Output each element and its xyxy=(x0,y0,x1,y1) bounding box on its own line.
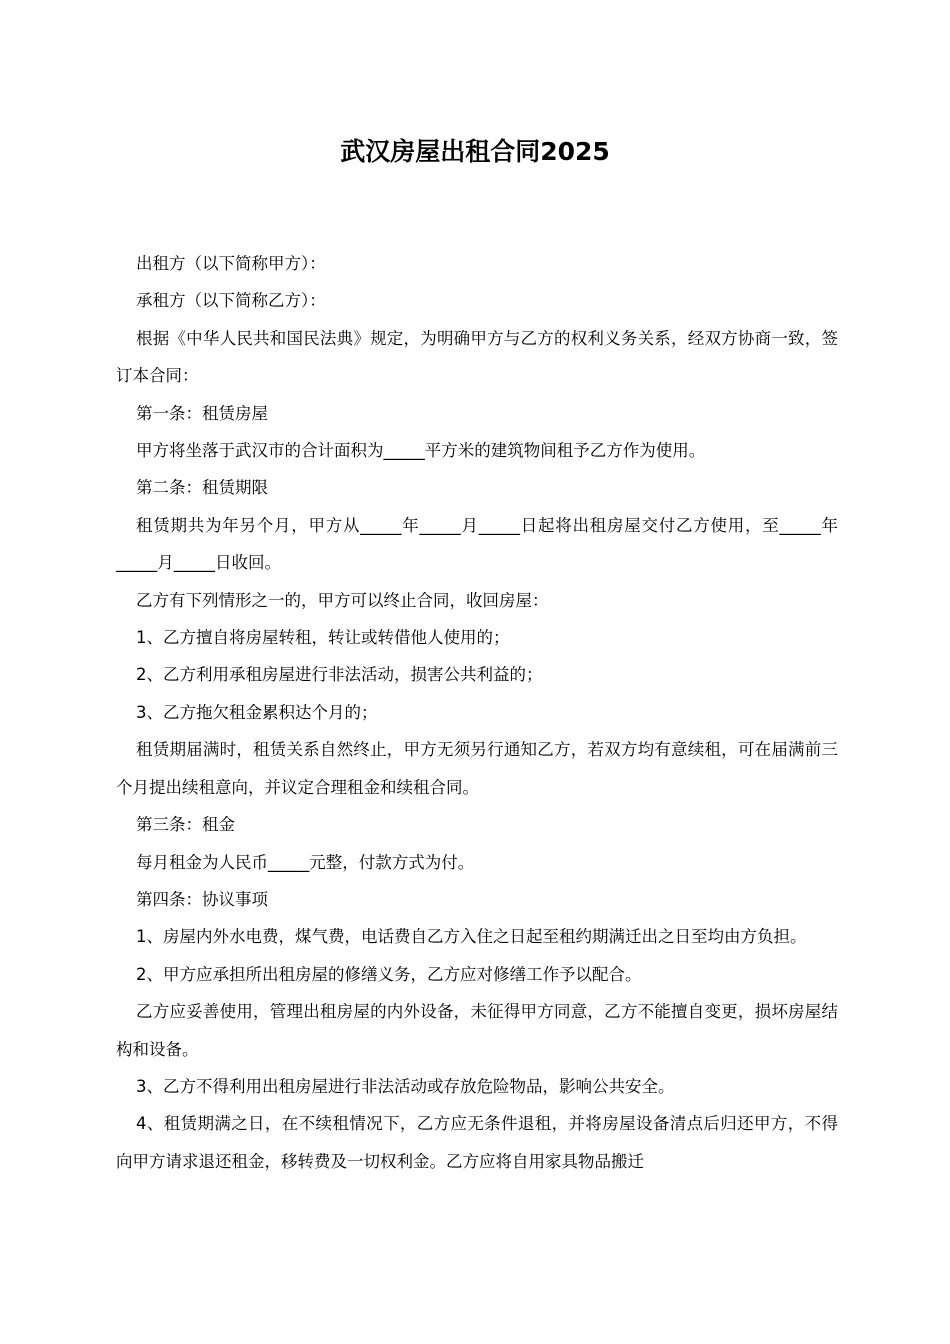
document-title: 武汉房屋出租合同2025 xyxy=(340,137,610,166)
list-item: 4、租赁期满之日，在不续租情况下，乙方应无条件退租，并将房屋设备清点后归还甲方，不得向甲方请求退还租金，移转费及一切权利金。乙方应将自用家具物品搬迁 xyxy=(116,1114,838,1171)
paragraph: 租赁期届满时，租赁关系自然终止，甲方无须另行通知乙方，若双方均有意续租，可在届满前三个月提出续租意向，并议定合理租金和续租合同。 xyxy=(116,740,838,797)
paragraph-lessee: 承租方（以下简称乙方）： xyxy=(136,291,326,311)
list-item: 2、乙方利用承租房屋进行非法活动，损害公共利益的； xyxy=(136,665,543,685)
article-3-heading: 第三条：租金 xyxy=(136,815,235,835)
paragraph: 每月租金为人民币_____元整，付款方式为付。 xyxy=(136,852,475,872)
list-item: 3、乙方不得利用出租房屋进行非法活动或存放危险物品，影响公共安全。 xyxy=(136,1076,675,1096)
list-item: 1、乙方擅自将房屋转租，转让或转借他人使用的； xyxy=(136,628,510,648)
paragraph: 租赁期共为年另个月，甲方从_____年_____月_____日起将出租房屋交付乙方使用，至_____年_____月_____日收回。 xyxy=(116,515,838,573)
article-4-heading: 第四条：协议事项 xyxy=(136,889,268,909)
paragraph: 乙方有下列情形之一的，甲方可以终止合同，收回房屋： xyxy=(136,590,549,610)
article-2-heading: 第二条：租赁期限 xyxy=(136,478,268,498)
document-body xyxy=(116,245,838,1180)
paragraph-preamble: 根据《中华人民共和国民法典》规定，为明确甲方与乙方的权利义务关系，经双方协商一致，签订本合同： xyxy=(116,328,838,386)
list-item: 2、甲方应承担所出租房屋的修缮义务，乙方应对修缮工作予以配合。 xyxy=(136,964,642,984)
paragraph-lessor: 出租方（以下简称甲方）： xyxy=(136,254,326,273)
article-1-heading: 第一条：租赁房屋 xyxy=(136,403,268,423)
list-item: 3、乙方拖欠租金累积达个月的； xyxy=(136,702,378,722)
list-item: 1、房屋内外水电费，煤气费，电话费自乙方入住之日起至租约期满迁出之日至均由方负担。 xyxy=(136,927,807,947)
paragraph: 甲方将坐落于武汉市的合计面积为_____平方米的建筑物间租予乙方作为使用。 xyxy=(136,441,706,461)
paragraph: 乙方应妥善使用，管理出租房屋的内外设备，未征得甲方同意，乙方不能擅自变更，损坏房屋结构和设备。 xyxy=(116,1002,838,1059)
